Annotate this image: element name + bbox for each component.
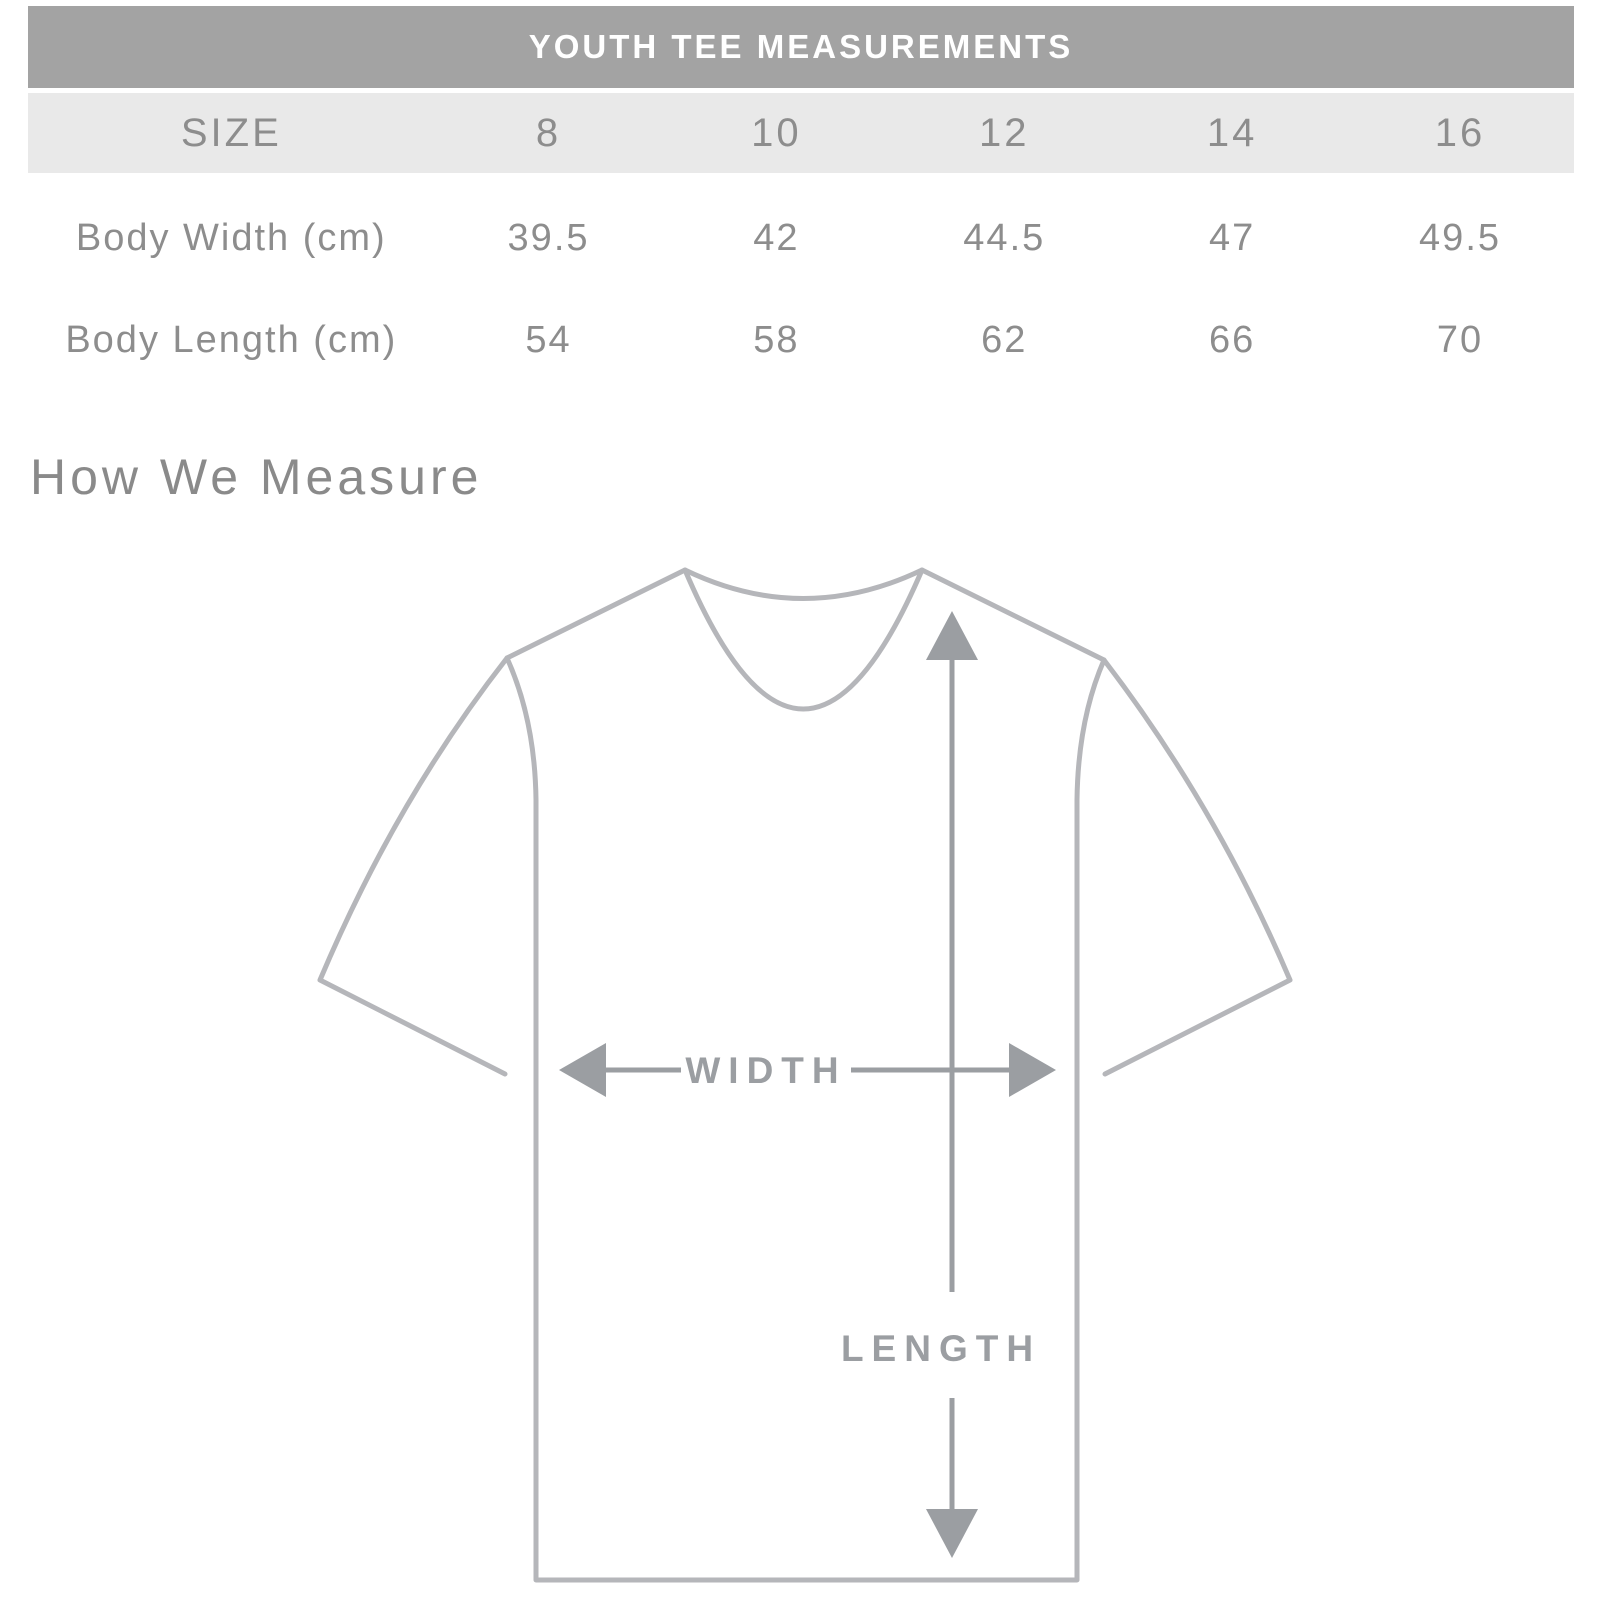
size-value-14: 14 [1206, 110, 1258, 155]
table-cell: 58 [753, 318, 800, 361]
length-arrow-down-head [926, 1509, 978, 1558]
tshirt-neckline [685, 570, 922, 709]
tshirt-right-sleeve [1104, 660, 1290, 1074]
width-arrow [559, 1043, 1056, 1097]
size-value-16: 16 [1434, 110, 1486, 155]
size-label: SIZE [180, 110, 282, 155]
table-cell: 66 [1209, 318, 1256, 361]
size-value-12: 12 [979, 110, 1030, 155]
tshirt-left-sleeve [320, 658, 507, 1074]
row-label: Body Length (cm) [65, 318, 398, 361]
table-cell: 47 [1209, 216, 1256, 259]
length-label: LENGTH [840, 1328, 1042, 1369]
width-arrow-right-head [1009, 1043, 1056, 1097]
how-we-measure-heading: How We Measure [30, 449, 483, 505]
table-cell: 44.5 [963, 216, 1046, 259]
table-cell: 54 [525, 318, 572, 361]
width-arrow-left-head [559, 1043, 606, 1097]
size-value-8: 8 [535, 110, 562, 155]
length-arrow-up-head [926, 611, 978, 660]
table-cell: 49.5 [1419, 216, 1502, 259]
row-label: Body Width (cm) [75, 216, 387, 259]
table-cell: 39.5 [507, 216, 590, 259]
table-cell: 42 [753, 216, 800, 259]
table-title: YOUTH TEE MEASUREMENTS [528, 28, 1074, 65]
size-value-10: 10 [751, 110, 802, 155]
table-cell: 70 [1436, 318, 1484, 361]
width-label: WIDTH [685, 1050, 847, 1091]
table-cell: 62 [981, 318, 1028, 361]
